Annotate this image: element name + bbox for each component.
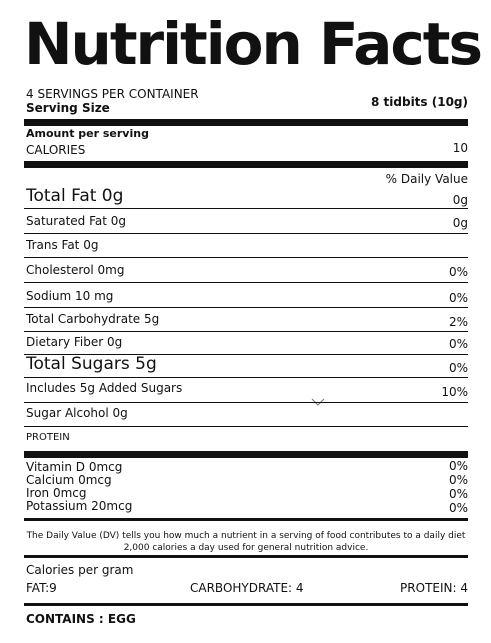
divider (24, 331, 468, 332)
added-sugars-value: 10% (441, 385, 468, 399)
cholesterol-label: Cholesterol 0mg (26, 263, 125, 277)
divider-medium (24, 603, 468, 606)
serving-size-label: Serving Size (26, 101, 110, 115)
calcium-value: 0% (448, 473, 468, 487)
iron-value: 0% (448, 487, 468, 501)
divider (24, 402, 468, 403)
chevron-down-icon (311, 392, 325, 402)
trans-fat-label: Trans Fat 0g (26, 238, 99, 252)
daily-value-footnote: The Daily Value (DV) tells you how much a nutrient in a serving of food contributes to a daily diet 2,000 calories a day used for general nutrition advice. (26, 531, 466, 553)
carbohydrate-per-gram: CARBOHYDRATE: 4 (190, 581, 304, 595)
calcium-label: Calcium 0mcg (26, 473, 112, 487)
cholesterol-value: 0% (448, 265, 468, 279)
divider (24, 208, 468, 209)
protein-per-gram: PROTEIN: 4 (400, 581, 468, 595)
divider (24, 233, 468, 234)
total-sugars-label: Total Sugars 5g (26, 354, 157, 374)
daily-value-header: % Daily Value (385, 172, 468, 186)
divider (24, 426, 468, 427)
calories-label: CALORIES (26, 143, 86, 157)
protein-label: PROTEIN (26, 432, 70, 443)
divider (24, 307, 468, 308)
amount-per-serving: Amount per serving (26, 127, 149, 140)
saturated-fat-label: Saturated Fat 0g (26, 214, 127, 228)
sugar-alcohol-label: Sugar Alcohol 0g (26, 406, 128, 420)
contains-allergens: CONTAINS : EGG (26, 612, 136, 626)
divider-thick (24, 161, 468, 168)
fat-per-gram: FAT:9 (26, 581, 57, 595)
total-carbohydrate-label: Total Carbohydrate 5g (26, 312, 160, 326)
total-fat-value: 0g (452, 193, 468, 207)
saturated-fat-value: 0g (452, 216, 468, 230)
vitamin-d-label: Vitamin D 0mcg (26, 460, 123, 474)
total-sugars-value: 0% (448, 361, 468, 375)
added-sugars-label: Includes 5g Added Sugars (26, 381, 183, 395)
potassium-value: 0% (448, 501, 468, 515)
vitamin-d-value: 0% (448, 459, 468, 473)
servings-per-container: 4 SERVINGS PER CONTAINER (26, 87, 199, 101)
sodium-value: 0% (448, 291, 468, 305)
total-carbohydrate-value: 2% (448, 315, 468, 329)
serving-size-value: 8 tidbits (10g) (371, 95, 468, 109)
dietary-fiber-value: 0% (448, 337, 468, 351)
divider-thick (24, 451, 468, 458)
divider (24, 257, 468, 258)
dietary-fiber-label: Dietary Fiber 0g (26, 335, 123, 349)
divider-thick (24, 119, 468, 126)
divider-medium (24, 518, 468, 521)
divider (24, 282, 468, 283)
calories-per-gram-label: Calories per gram (26, 563, 134, 577)
total-fat-label: Total Fat 0g (26, 186, 124, 206)
divider-medium (24, 555, 468, 558)
iron-label: Iron 0mcg (26, 486, 87, 500)
page-title: Nutrition Facts (24, 10, 481, 78)
divider (24, 377, 468, 378)
calories-value: 10 (452, 141, 468, 155)
potassium-label: Potassium 20mcg (26, 499, 133, 513)
sodium-label: Sodium 10 mg (26, 289, 114, 303)
